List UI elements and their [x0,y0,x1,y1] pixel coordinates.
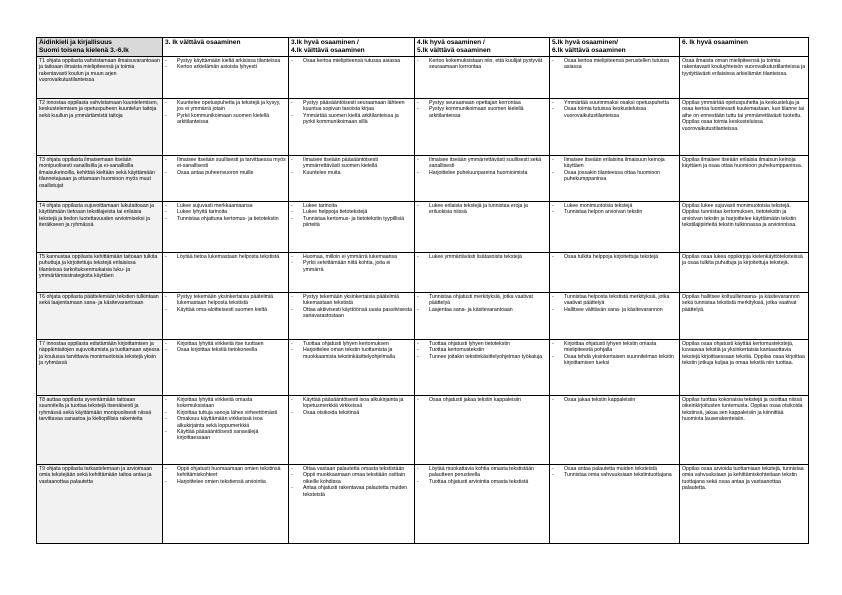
criteria-list [165,466,286,485]
criteria-item: - Laajentaa sana- ja käsitevarantoaan [417,307,547,313]
header-level-2 [289,38,415,57]
header-line: 6. lk hyvä osaaminen [682,39,748,46]
criteria-item: - Ilmaisee itseään ymmärrettävästi suullisesti sekä sanallisesti [417,157,547,170]
criteria-list [291,466,412,498]
level-paragraph: Oppilas osaa toimia keskusteluissa vuorovaikutustilanteissa. [682,119,763,132]
level-paragraph: Oppilas osaa arvioida tuottamiaan tekstejä, tunnistaa omia vahvuuksiaan ja kehittämiskohteitaan tekstin tuottajana sekä osaa antaa ja vastaanottaa palautetta. [682,466,804,492]
criteria-item: - Käyttää pääsääntöisesti isoa alkukirjainta ja lopetusmerkkiä virkkeissä [291,397,412,410]
level-cell [550,202,680,253]
goal-cell [37,340,163,396]
level-paragraph: Oppilas osaa ohjatusti käyttää kertomustekstejä, kuvaavaa tekstiä ja yksinkertaisia kantaaottavia tekstejä kirjoittaessaan tekstiä. Oppilas osaa kirjoittaa tekstin jotkuja kuljaa ja omaa tekstiä niin tuottaa. [682,341,805,367]
criteria-item: - Pystyy seuraamaan opettajan kerrontaa [417,100,547,106]
criteria-item: - Tunnistaa ohjatusti merkityksiä, jotka vaativat päättelyä [417,294,547,307]
header-row [37,38,809,57]
criteria-item: - Osaa jakaa tekstin kappaleisiin [552,397,677,403]
header-line: 3.lk hyvä osaaminen / [291,39,359,46]
table-row [37,99,809,156]
level-cell [680,202,809,253]
criteria-item: - Pyrkii kommunikoimaan suomen kielellä arkitilanteissa [165,113,286,126]
criteria-item: - Harjoittelee omien tekstiensä arviointia [165,479,286,485]
criteria-list [417,254,547,260]
criteria-item: - Osaa kertoa mielipiteensä tutussa asiassa [291,58,412,64]
criteria-item: - Ymmärtää suurimmaksi osaksi opetuspuhetta [552,100,677,106]
criteria-item: - Osaa tulkita helppoja kirjoitettuja tekstejä [552,254,677,260]
criteria-list [291,157,412,176]
criteria-list [417,203,547,216]
criteria-item: - Kuuntelee muita [291,170,412,176]
criteria-list [291,397,412,416]
level-cell [163,340,289,396]
criteria-item: - Kuuntelee opetuspuhetta ja tekstejä ja kysyy, jos ei ymmärrä jotain [165,100,286,113]
criteria-list [417,58,547,71]
criteria-item: - Harjoittelee oman tekstin tuottamista ja muokkaamista tekstinkäsittelyohjelmalla [291,347,412,360]
goal-cell [37,293,163,340]
criteria-list [417,341,547,360]
level-cell [289,340,415,396]
criteria-item: - Tunnistaa omia vahvuuksiaan tekstintuottajana [552,472,677,478]
criteria-list [552,203,677,216]
criteria-list [291,100,412,126]
header-line: 5.lk hyvä osaaminen/ [552,39,618,46]
criteria-item: - Lukee helppoja tietotekstejä [291,209,412,215]
goal-cell [37,57,163,99]
criteria-list [165,203,286,222]
criteria-list [417,100,547,119]
criteria-item: - Kirjoittaa tuttuja sanoja lähes virheettömästi [165,410,286,416]
criteria-item: - Osaa otsikoida tekstinsä [291,410,412,416]
criteria-list [417,157,547,176]
level-cell [289,99,415,156]
criteria-item: - Löytää muokattavia kohtia omasta tekstistään palautteen perusteella [417,466,547,479]
criteria-item: - Lukee erilaisia tekstejä ja tunnistaa eroja ja eriluokisia niissä [417,203,547,216]
level-cell [680,99,809,156]
header-level-4 [550,38,680,57]
criteria-item: - Lukee monimuotoisia tekstejä [552,203,677,209]
goal-text: T1 ohjata oppilasta vahvistamaan ilmaisuvarantoaan ja taitoaan ilmaista mielipiteensä ja toimia rakentavasti koulun ja muun arjen vuorovaikutustilanteissa [39,58,160,84]
criteria-item: - Omaksuu käyttämään virkkeissä isoa alkukirjainta sekä loppumerkkiä [165,416,286,429]
level-cell [550,396,680,465]
criteria-item: - Pystyy tekemään yksinkertaisia päätelmiä lukemastaan helposta tekstistä [165,294,286,307]
level-cell [289,202,415,253]
criteria-list [291,294,412,320]
level-cell [550,340,680,396]
criteria-list [291,203,412,229]
level-cell [415,293,550,340]
level-cell [289,465,415,544]
criteria-item: - Käyttää pääsääntöisesti sanavälejä kirjoittaessaan [165,429,286,442]
criteria-item: - Pystyy käyttämään kieltä arkisissa tilanteissa [165,58,286,64]
goal-text: T9 ohjata oppilasta tarkastelemaan ja arvioimaan omia tekstejään sekä kehittämään taitoa antaa ja vastaanottaa palautetta [39,466,153,485]
header-line: 3. lk välttävä osaaminen [165,39,241,46]
criteria-item: - Osaa antaa puheenvuoron muille [165,170,286,176]
level-cell [550,57,680,99]
level-cell [163,465,289,544]
level-cell [163,99,289,156]
criteria-list [165,294,286,313]
header-level-1 [163,38,289,57]
level-cell [550,293,680,340]
criteria-item: - Tunnistaa helposta tekstistä merkityksiä, jotka vaativat päättelyä [552,294,677,307]
level-paragraph: Oppilas ymmärtää opetuspuhetta ja keskusteluja ja osaa kertoa luontevasti kuulemastaan, kun tilanne tai aihe on ennestään tuttu tai ymmärrettävästi tuotettu. [682,100,804,119]
criteria-list [417,397,547,403]
criteria-list [165,157,286,176]
goal-text: T4 ohjata oppilasta sujuvoittamaan lukutaitoaan ja käyttämään tietoaan tekstilajeista tai erilaisia tekstejä ja tiedon luotettavuuden arvioimiseksi ja iteräikseen ja ryhmässä [39,203,155,229]
criteria-list [552,157,677,183]
criteria-item: - Ilmaisee itseään erilaisina ilmaisuun keinoja käyttäen [552,157,677,170]
criteria-list [552,341,677,367]
level-cell [550,253,680,293]
criteria-item: - Hallitsee välttävän sana- ja käsitevarannon [552,307,677,313]
criteria-item: - Osaa tehdä yksinkertaisen suunnitelman tekstin kirjoittamisen tueksi [552,354,677,367]
level-cell [680,293,809,340]
criteria-item: - Pystyy tekemään yksinkertaisia päätelmiä lukemastaan tekstistä [291,294,412,307]
criteria-item: - Ilmaisee itseään suullisesti ja tarvittaessa myös ei-sanallisesti [165,157,286,170]
level-paragraph: Oppilas tuottaa kokonaisia tekstejä ja osoittaa niissä oikeinkirjoitusten tuntemusta. Oppilas osaa otsikoida tekstinsä, jakaa sen kappaleisiin ja kiinnittää huomiota lauserakenteisiin. [682,397,803,423]
criteria-item: - Tuottaa ohjatusti lyhyen tietotekstin [417,341,547,347]
criteria-item: - Tunnistaa ohjattuna kertomus- ja tietotekstin [165,216,286,222]
level-cell [415,465,550,544]
goal-text: T3 ohjata oppilasta ilmaisemaan itseään monipuolisesti sanallisilla ja ei-sanallisilla ilmaisukeinoilla, kehittää kieltään sekä käyttämään tilannetajuaan ja ottamaan huomioon myös muut osallistujat [39,157,155,189]
level-cell [415,253,550,293]
criteria-list [165,341,286,354]
goal-cell [37,253,163,293]
criteria-item: - Tuottaa ohjatusti arviointia omasta tekstistä [417,479,547,485]
criteria-item: - Tuottaa kertomustekstin [417,347,547,353]
table-row [37,156,809,202]
criteria-item: - Kertoo kokemuksistaan niin, että kuulijat pystyvät seuraamaan kerrontaa [417,58,547,71]
goal-text: T6 ohjata oppilasta päättelemään tekstien tulkintaan sekä laajentamaan sana- ja käsitevarantoaan [39,294,159,307]
level-cell [163,202,289,253]
level-cell [415,340,550,396]
level-cell [289,253,415,293]
criteria-item: - Oppii ohjatusti huomaamaan omien tekstinsä kehittämiskohteet [165,466,286,479]
criteria-item: - Kirjoittaa lyhyitä virkkeitä itse tuottaen [165,341,286,347]
criteria-item: - Lukee tarinoita [291,203,412,209]
level-cell [163,253,289,293]
level-paragraph: Oppilas osaa lukea oppikirjoja kielenkäyttöteksteissä ja osaa tulkita puhuttuja ja kirjoitettuja tekstejä. [682,254,803,267]
criteria-item: - Ottaa vastaan palautetta omasta tekstistään [291,466,412,472]
table-row [37,396,809,465]
criteria-item: - Pyrkii selvittämään niitä kohtia, joita ei ymmärrä [291,260,412,273]
level-cell [550,156,680,202]
header-line: 4.lk hyvä osaaminen / [417,39,485,46]
criteria-item: - Kirjoittaa ohjatusti lyhyen tekstin omasta mielipiteestä pohjalla [552,341,677,354]
header-line: 6.lk välttävä osaaminen [552,46,626,54]
criteria-list [417,466,547,485]
level-cell [289,57,415,99]
criteria-item: - Osaa kirjoittaa tekstiä tietokoneella [165,347,286,353]
level-cell [680,465,809,544]
level-cell [415,99,550,156]
header-line: Äidinkieli ja kirjallisuus [39,39,112,46]
table-row [37,253,809,293]
table-row [37,202,809,253]
level-cell [163,396,289,465]
criteria-item: - Osaa kertoa mielipiteensä perustellen tutussa asiassa [552,58,677,71]
criteria-list [552,100,677,119]
level-cell [550,99,680,156]
level-cell [163,293,289,340]
document-page [36,37,808,544]
criteria-item: - Tunnee joitakin tekstinkäsittelyohjelman työkaluja [417,354,547,360]
level-cell [550,465,680,544]
header-level-5 [680,38,809,57]
criteria-list [291,341,412,360]
criteria-list [552,466,677,479]
level-paragraph: Osaa ilmaista oman mielipiteensä ja toimia rakentavasti kouluyhteisön vuorovaikutustilanteissa ja tyydyttävästi erilaisissa arkielämän tilanteissa. [682,58,806,77]
table-row [37,340,809,396]
criteria-list [165,254,286,260]
criteria-item: - Tuottaa ohjatusti lyhyen kertomuksen [291,341,412,347]
level-cell [289,156,415,202]
level-cell [680,253,809,293]
criteria-list [552,58,677,71]
level-cell [289,293,415,340]
level-cell [680,340,809,396]
criteria-item: - Lukee sujuvasti merkkaamaansa [165,203,286,209]
level-cell [680,156,809,202]
criteria-item: - Huomaa, milloin ei ymmärrä lukemaansa [291,254,412,260]
criteria-item: - Osaa ohjatusti jakaa tekstin kappaleisiin [417,397,547,403]
criteria-item: - Käyttää oma-aloitteisesti suomen kieltä [165,307,286,313]
criteria-list [291,254,412,273]
criteria-list [417,294,547,313]
criteria-item: - Pystyy pääsääntöisesti seuraamaan lähteen kuuntua sopivan tasoista kirjaa [291,100,412,113]
level-cell [289,396,415,465]
criteria-item: - Antaa ohjatusti rakentavaa palautetta muiden teksteistä [291,485,412,498]
criteria-item: - Harjoittelee puheluunpareina huomioimista [417,170,547,176]
goal-text: T7 innostaa oppilasta edistämään kirjoittamisen ja näppäintaitojen sujuvoitumista ja tuottamaan arjessa ja koulussa tarvittavia monimuotoisia tekstejä yksin ja ryhmässä [39,341,160,367]
criteria-item: - Osaa toimia tutuissa keskusteluissa vuorovaikutustilanteissa [552,106,677,119]
level-cell [680,57,809,99]
criteria-item: - Pystyy kommunikoimaan suomen kielellä arkitilanteissa [417,106,547,119]
criteria-list [552,397,677,403]
criteria-list [165,100,286,126]
header-line: 4.lk välttävä osaaminen [291,46,365,54]
table-row [37,293,809,340]
assessment-table [36,37,809,544]
criteria-item: - Osaa jossakin tilanteessa ottaa huomioon puhekumppaninsa [552,170,677,183]
goal-cell [37,396,163,465]
goal-text: T2 innostaa oppilasta vahvistamaan kuuntelemisen, keskustelemisen ja opetuspuheen kuuntelun taitoja sekä kuullun ja ymmärtämistä taitoja [39,100,159,119]
criteria-item: - Oppii muokkaamaan omaa tekstiään osittain oikeille kohdissa [291,472,412,485]
criteria-list [165,397,286,442]
table-row [37,465,809,544]
goal-cell [37,99,163,156]
level-cell [415,156,550,202]
criteria-item: - Kertoo arkielämän asioista lyhyesti [165,64,286,70]
level-paragraph: Oppilas hallitsee koltuulliensana- ja käsitevarannon sekä tunnistaa tekstistä merkityksiä, jotka vaativat päättelyä. [682,294,800,313]
criteria-item: - Löytää tietoa lukemastaan helposta tekstistä [165,254,286,260]
level-cell [415,57,550,99]
header-level-3 [415,38,550,57]
criteria-item: - Ymmärtää suomen kieltä arkitilanteissa ja pyrkii kommunikoimaan sillä [291,113,412,126]
goal-text: T5 kannustaa oppilasta kehittämään taitoaan tulkita puhuttuja ja kirjoitettuja tekstejä erilaisissa tilanteissa tarkoituksenmukaisia luku- ja ymmärtämisstrategioita käyttäen [39,254,158,280]
criteria-list [552,294,677,313]
goal-text: T8 auttaa oppilasta syventämään taitoaan suunnitella ja tuottaa tekstejä itsenäisesti ja ryhmässä sekä käyttämään monipuolisesti niissä tarvittavaa sanastoa ja kieliopillisia rakenteita [39,397,152,423]
level-cell [163,57,289,99]
header-line: Suomi toisena kielenä 3.-6.lk [39,46,129,54]
goal-cell [37,202,163,253]
criteria-item: - Osaa antaa palautetta muiden teksteistä [552,466,677,472]
criteria-item: - Lukee ymmärtävästi lisätasoista tekstejä [417,254,547,260]
criteria-list [165,58,286,71]
criteria-list [552,254,677,260]
criteria-item: - Ottaa aktiivisesti käyttöönsä uusia passiivisesta sanavarastostaan [291,307,412,320]
criteria-list [291,58,412,64]
level-paragraph: Oppilas lukee sujuvasti monimuotoisia tekstejä. Oppilas tunnistaa kertomuksen, tietotekstin ja arvioivan tekstin ja harjoittelee käyttämään tekstin tekstilajipiirteitä tekstin tulkinnassa ja arvioinnissa. [682,203,797,229]
criteria-item: - Lukee lyhyitä tarinoita [165,209,286,215]
level-cell [415,202,550,253]
header-line: 5.lk välttävä osaaminen [417,46,491,54]
criteria-item: - Tunnistaa helpon arvioivan tekstin [552,209,677,215]
table-body [37,57,809,544]
level-cell [680,396,809,465]
header-subject [37,38,163,57]
goal-cell [37,465,163,544]
table-row [37,57,809,99]
level-paragraph: Oppilas ilmaisee itseään erilaisia ilmaisun keinoja käyttäen ja osaa ottaa huomioon puhekumppaninsa. [682,157,803,170]
level-cell [415,396,550,465]
goal-cell [37,156,163,202]
level-cell [163,156,289,202]
criteria-item: - Kirjoittaa lyhyitä virkkeitä omasta kokemuksistaan [165,397,286,410]
criteria-item: - Ilmaisee itseään pääsääntöisesti ymmärrettävästi suomen kielellä [291,157,412,170]
criteria-item: - Tunnistaa kertomus- ja tietotekstin tyypillisiä piirteitä [291,216,412,229]
